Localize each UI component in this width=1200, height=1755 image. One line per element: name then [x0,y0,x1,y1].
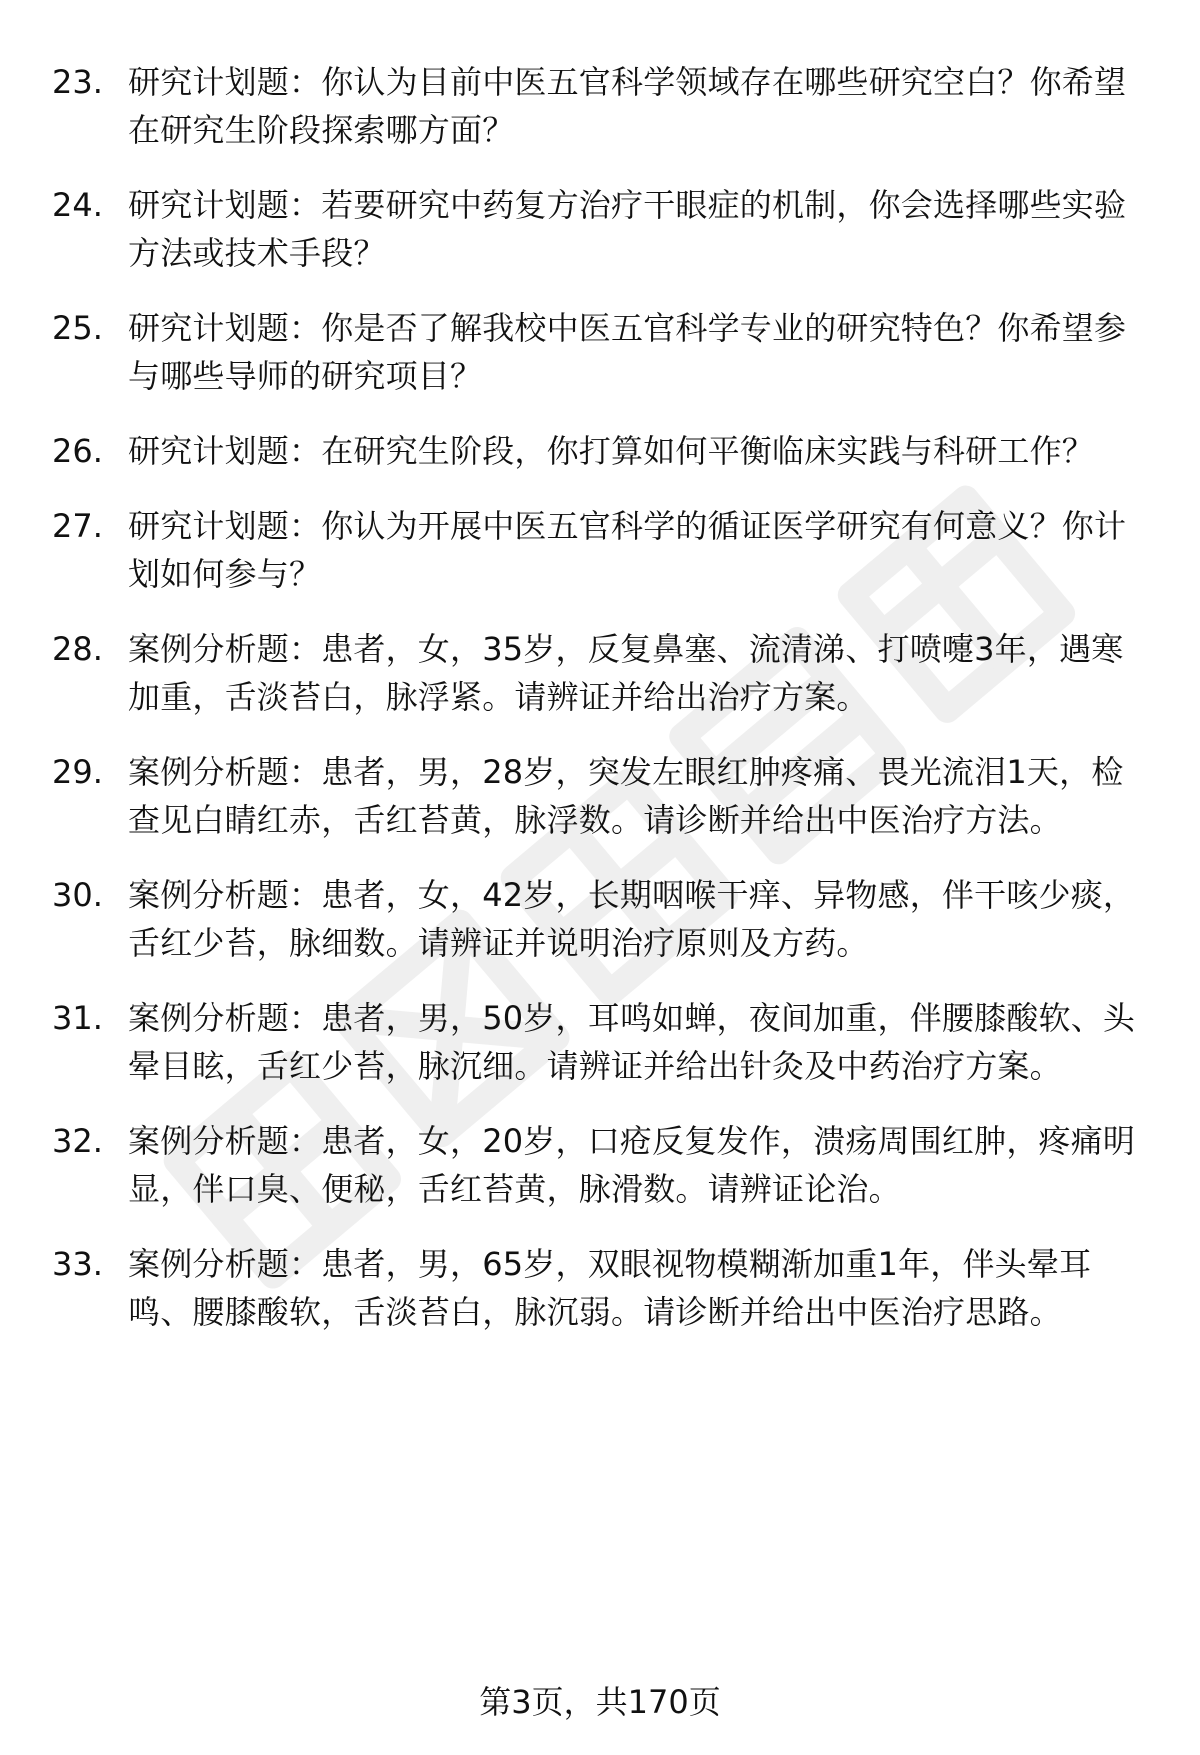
question-text: 案例分析题：患者，女，35岁，反复鼻塞、流清涕、打喷嚏3年，遇寒加重，舌淡苔白，脉浮紧。请辨证并给出治疗方案。 [128,630,1124,716]
question-item [0,994,1200,1090]
question-number: 24. [52,186,103,224]
question-item [0,181,1200,277]
question-text: 案例分析题：患者，男，50岁，耳鸣如蝉，夜间加重，伴腰膝酸软、头晕目眩，舌红少苔，脉沉细。请辨证并给出针灸及中药治疗方案。 [128,999,1136,1085]
question-number: 30. [52,876,103,914]
question-number: 33. [52,1245,103,1283]
question-text: 案例分析题：患者，男，65岁，双眼视物模糊渐加重1年，伴头晕耳鸣、腰膝酸软，舌淡苔白，脉沉弱。请诊断并给出中医治疗思路。 [128,1245,1092,1331]
question-item [0,1240,1200,1336]
question-item [0,1117,1200,1213]
page-indicator: 第3页，共170页 [479,1683,721,1721]
question-text: 研究计划题：你认为开展中医五官科学的循证医学研究有何意义？你计划如何参与？ [128,507,1127,593]
question-number: 27. [52,507,103,545]
question-text: 案例分析题：患者，男，28岁，突发左眼红肿疼痛、畏光流泪1天，检查见白睛红赤，舌红苔黄，脉浮数。请诊断并给出中医治疗方法。 [128,753,1124,839]
question-item [0,625,1200,721]
question-number: 25. [52,309,103,347]
question-text: 研究计划题：若要研究中药复方治疗干眼症的机制，你会选择哪些实验方法或技术手段？ [128,186,1127,272]
question-item [0,427,1200,475]
question-list [0,58,1200,1363]
question-text: 案例分析题：患者，女，42岁，长期咽喉干痒、异物感，伴干咳少痰，舌红少苔，脉细数。请辨证并说明治疗原则及方药。 [128,876,1136,962]
question-item [0,871,1200,967]
question-item [0,304,1200,400]
question-item [0,58,1200,154]
question-number: 23. [52,63,103,101]
question-number: 32. [52,1122,103,1160]
question-text: 案例分析题：患者，女，20岁，口疮反复发作，溃疡周围红肿，疼痛明显，伴口臭、便秘，舌红苔黄，脉滑数。请辨证论治。 [128,1122,1136,1208]
question-text: 研究计划题：你是否了解我校中医五官科学专业的研究特色？你希望参与哪些导师的研究项目？ [128,309,1127,395]
question-text: 研究计划题：你认为目前中医五官科学领域存在哪些研究空白？你希望在研究生阶段探索哪方面？ [128,63,1127,149]
question-text: 研究计划题：在研究生阶段，你打算如何平衡临床实践与科研工作？ [128,432,1095,470]
question-item [0,748,1200,844]
question-number: 26. [52,432,103,470]
question-number: 28. [52,630,103,668]
question-item [0,502,1200,598]
question-number: 29. [52,753,103,791]
question-number: 31. [52,999,103,1037]
